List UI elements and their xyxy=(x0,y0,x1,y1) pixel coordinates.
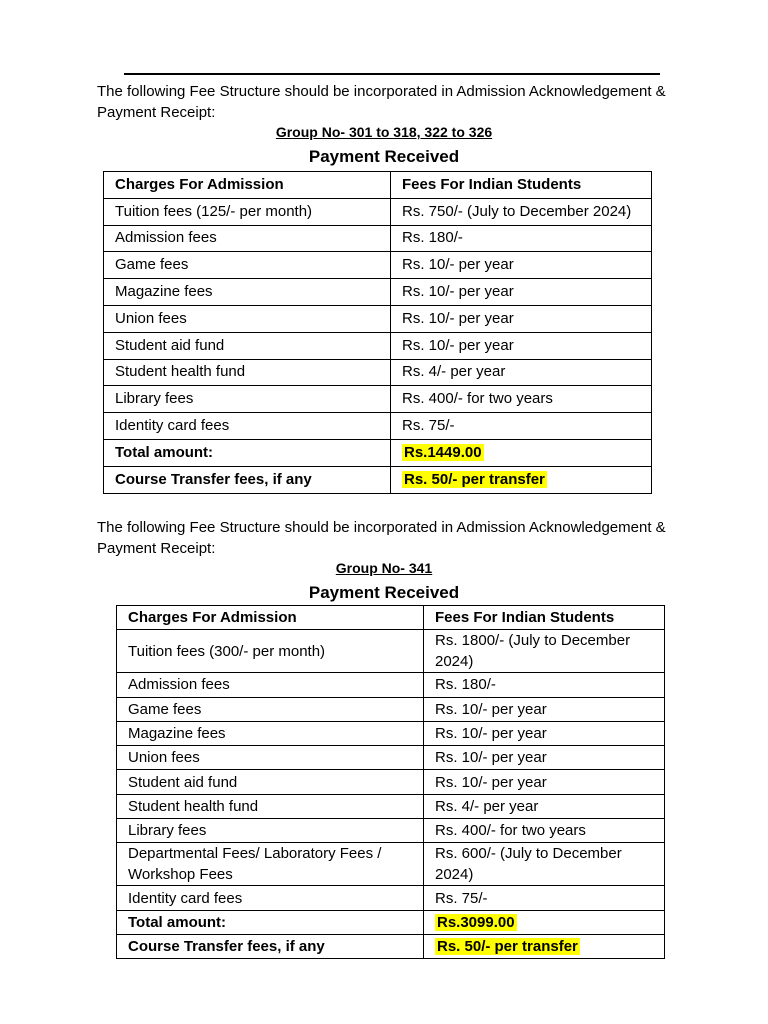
fee-table-2 xyxy=(116,605,665,959)
fee-table-1 xyxy=(103,171,652,494)
charge-cell: Admission fees xyxy=(117,673,424,697)
payment-received-heading-2: Payment Received xyxy=(308,583,460,602)
charge-cell: Union fees xyxy=(117,746,424,770)
header-cell: Charges For Admission xyxy=(117,606,424,630)
fee-cell: Rs. 400/- for two years xyxy=(424,819,665,843)
table-row xyxy=(104,225,652,252)
charge-cell: Library fees xyxy=(104,386,391,413)
fee-cell: Rs. 750/- (July to December 2024) xyxy=(391,198,652,225)
fee-cell: Rs. 75/- xyxy=(424,886,665,910)
table-row xyxy=(117,746,665,770)
charge-cell: Union fees xyxy=(104,305,391,332)
total-row xyxy=(117,910,665,934)
table-row xyxy=(117,697,665,721)
charge-cell: Student aid fund xyxy=(117,770,424,794)
fee-cell: Rs. 400/- for two years xyxy=(391,386,652,413)
intro-text-2: The following Fee Structure should be incorporated in Admission Acknowledgement & Payment Receipt: xyxy=(97,519,666,557)
fee-cell: Rs. 1800/- (July to December 2024) xyxy=(424,630,665,673)
charge-cell: Student aid fund xyxy=(104,332,391,359)
fee-cell: Rs. 10/- per year xyxy=(391,252,652,279)
charge-cell: Identity card fees xyxy=(117,886,424,910)
transfer-label: Course Transfer fees, if any xyxy=(104,466,391,493)
charge-cell: Identity card fees xyxy=(104,413,391,440)
fee-cell: Rs. 75/- xyxy=(391,413,652,440)
fee-cell: Rs. 180/- xyxy=(424,673,665,697)
total-value: Rs.3099.00 xyxy=(437,913,515,931)
total-label: Total amount: xyxy=(117,910,424,934)
header-cell: Fees For Indian Students xyxy=(391,172,652,199)
table-row xyxy=(104,359,652,386)
fee-cell: Rs. 10/- per year xyxy=(424,697,665,721)
charge-cell: Tuition fees (300/- per month) xyxy=(117,630,424,673)
charge-cell: Tuition fees (125/- per month) xyxy=(104,198,391,225)
table-row xyxy=(117,721,665,745)
group-title-1: Group No- 301 to 318, 322 to 326 xyxy=(275,124,493,140)
top-rule xyxy=(124,73,660,75)
fee-cell: Rs. 4/- per year xyxy=(424,794,665,818)
transfer-value: Rs. 50/- per transfer xyxy=(404,470,545,488)
table-row xyxy=(117,886,665,910)
header-cell: Charges For Admission xyxy=(104,172,391,199)
fee-cell: Rs. 4/- per year xyxy=(391,359,652,386)
charge-cell: Game fees xyxy=(104,252,391,279)
fee-cell: Rs. 600/- (July to December 2024) xyxy=(424,843,665,886)
table-row xyxy=(117,770,665,794)
group-title-2: Group No- 341 xyxy=(335,560,433,576)
table-row xyxy=(104,386,652,413)
table-row xyxy=(104,332,652,359)
transfer-label: Course Transfer fees, if any xyxy=(117,934,424,958)
intro-text-1: The following Fee Structure should be incorporated in Admission Acknowledgement & Payment Receipt: xyxy=(97,83,666,121)
transfer-row xyxy=(104,466,652,493)
fee-cell: Rs. 10/- per year xyxy=(391,279,652,306)
table-header-row xyxy=(104,172,652,199)
table-row xyxy=(104,279,652,306)
table-row xyxy=(104,305,652,332)
header-cell: Fees For Indian Students xyxy=(424,606,665,630)
fee-cell: Rs. 10/- per year xyxy=(424,770,665,794)
transfer-value: Rs. 50/- per transfer xyxy=(437,938,578,956)
charge-cell: Student health fund xyxy=(117,794,424,818)
table-row xyxy=(104,252,652,279)
charge-cell: Student health fund xyxy=(104,359,391,386)
fee-cell: Rs. 10/- per year xyxy=(424,721,665,745)
fee-cell: Rs. 180/- xyxy=(391,225,652,252)
total-row xyxy=(104,439,652,466)
table-row xyxy=(117,630,665,673)
table-row xyxy=(117,819,665,843)
charge-cell: Departmental Fees/ Laboratory Fees / Workshop Fees xyxy=(117,843,424,886)
charge-cell: Library fees xyxy=(117,819,424,843)
charge-cell: Game fees xyxy=(117,697,424,721)
table-row xyxy=(104,198,652,225)
charge-cell: Admission fees xyxy=(104,225,391,252)
table-row xyxy=(104,413,652,440)
charge-cell: Magazine fees xyxy=(117,721,424,745)
table-row xyxy=(117,673,665,697)
fee-cell: Rs. 10/- per year xyxy=(424,746,665,770)
table-row xyxy=(117,843,665,886)
total-value: Rs.1449.00 xyxy=(404,443,482,461)
table-header-row xyxy=(117,606,665,630)
fee-cell: Rs. 10/- per year xyxy=(391,332,652,359)
table-row xyxy=(117,794,665,818)
total-label: Total amount: xyxy=(104,439,391,466)
fee-cell: Rs. 10/- per year xyxy=(391,305,652,332)
charge-cell: Magazine fees xyxy=(104,279,391,306)
transfer-row xyxy=(117,934,665,958)
payment-received-heading-1: Payment Received xyxy=(308,147,460,166)
